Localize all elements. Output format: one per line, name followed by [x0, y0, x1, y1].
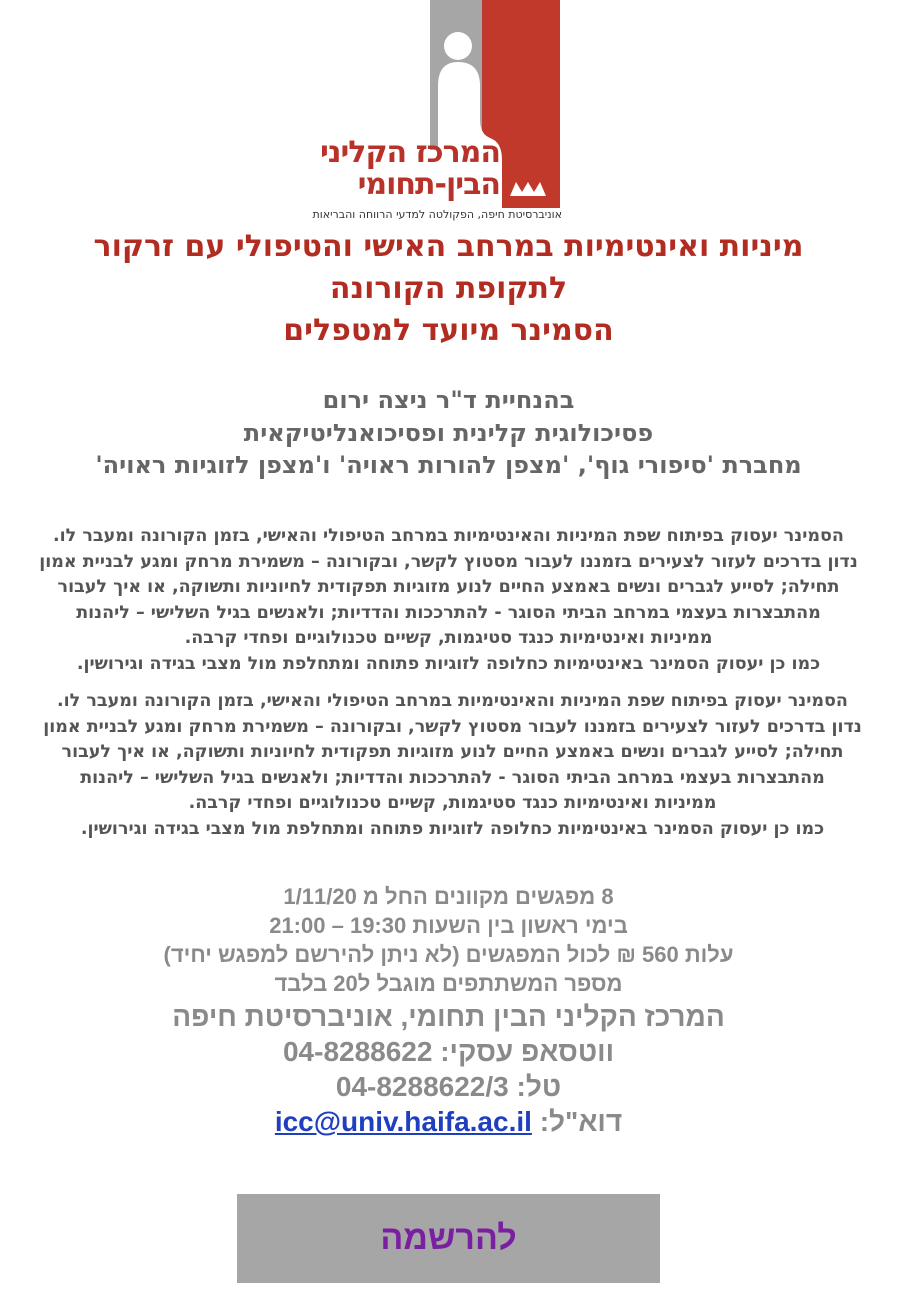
description-line: תחילה; לסייע לגברים ונשים באמצע החיים לנוע מזוגיות תפקודית לחיוניות ותשוקה, או איך לעבור — [61, 742, 844, 763]
logo-line1: המרכז הקליני — [320, 135, 500, 170]
description-line: הסמינר יעסוק בפיתוח שפת המיניות והאינטימיות במרחב הטיפולי והאישי, בזמן הקורונה ומעבר לו. — [57, 691, 848, 711]
presenter-books: מחברת 'סיפורי גוף', 'מצפן להורות ראויה' ו'מצפן לזוגיות ראויה' — [95, 451, 802, 479]
schedule-info: בימי ראשון בין השעות 19:30 – 21:00 — [269, 913, 628, 938]
description-line: תחילה; לסייע לגברים ונשים באמצע החיים לנוע מזוגיות תפקודית לחיוניות ותשוקה, או איך לעבור — [57, 577, 840, 598]
meetings-info: 8 מפגשים מקוונים החל מ 1/11/20 — [283, 884, 614, 909]
description-line: נדון בדרכים לעזור לצעירים בזמננו לעבור מסטוץ לקשר, ובקורונה – משמירת מרחק ומגע לבניית אמון — [43, 716, 862, 737]
description-line: מהתבצרות בעצמי במרחב הביתי הסוגר - להתרככות והדדיות; ולאנשים בגיל השלישי – ליהנות — [80, 767, 825, 788]
logo-line2: הבין-תחומי — [357, 167, 500, 202]
description-line: הסמינר יעסוק בפיתוח שפת המיניות והאינטימיות במרחב הטיפולי והאישי, בזמן הקורונה ומעבר לו. — [53, 526, 844, 546]
org-name: המרכז הקליני הבין תחומי, אוניברסיטת חיפה — [172, 1001, 725, 1032]
whatsapp-label: ווטסאפ עסקי: — [440, 1036, 615, 1067]
phone-number: 04-8288622/3 — [335, 1071, 509, 1102]
description-block — [18, 524, 879, 678]
email-link[interactable]: icc@univ.haifa.ac.il — [274, 1106, 532, 1137]
title-line2: לתקופת הקורונה — [329, 271, 568, 306]
description-line: ממיניות ואינטימיות כנגד סטיגמות, קשיים טכנולוגיים ופחדי קרבה. — [188, 793, 717, 814]
price-info: עלות 560 ₪ לכול המפגשים (לא ניתן להירשם למפגש יחיד) — [163, 942, 734, 967]
limit-info: מספר המשתתפים מוגבל ל20 בלבד — [274, 971, 623, 996]
register-button[interactable] — [237, 1194, 660, 1283]
title-line1: מיניות ואינטימיות במרחב האישי והטיפולי עם זרקור — [93, 229, 804, 264]
logo-subtitle: אוניברסיטת חיפה, הפקולטה למדעי הרווחה והבריאות — [312, 208, 562, 221]
presenter-name: בהנחיית ד"ר ניצה ירום — [322, 386, 575, 414]
description-line: נדון בדרכים לעזור לצעירים בזמננו לעבור מסטוץ לקשר, ובקורונה – משמירת מרחק ומגע לבניית אמון — [39, 551, 858, 572]
email-label: דוא"ל: — [539, 1106, 623, 1137]
description-line: כמו כן יעסוק הסמינר באינטימיות כחלופה לזוגיות פתוחה ומתחלפת מול מצבי בגידה וגירושין. — [76, 653, 821, 674]
phone-row — [30, 1071, 867, 1103]
description-block-repeat — [22, 689, 883, 843]
email-row — [30, 1106, 867, 1138]
clinic-logo — [312, 0, 562, 226]
description-line: כמו כן יעסוק הסמינר באינטימיות כחלופה לזוגיות פתוחה ומתחלפת מול מצבי בגידה וגירושין. — [80, 818, 825, 839]
description-line: מהתבצרות בעצמי במרחב הביתי הסוגר - להתרככות והדדיות; ולאנשים בגיל השלישי – ליהנות — [76, 602, 821, 623]
presenter-title: פסיכולוגית קלינית ופסיכואנליטיקאית — [243, 419, 654, 447]
phone-label: טל: — [516, 1071, 562, 1102]
title-line3: הסמינר מיועד למטפלים — [283, 313, 614, 348]
register-label: להרשמה — [380, 1219, 517, 1257]
description-line: ממיניות ואינטימיות כנגד סטיגמות, קשיים טכנולוגיים ופחדי קרבה. — [184, 628, 713, 649]
whatsapp-number: 04-8288622 — [282, 1036, 433, 1067]
whatsapp-row — [30, 1036, 867, 1068]
